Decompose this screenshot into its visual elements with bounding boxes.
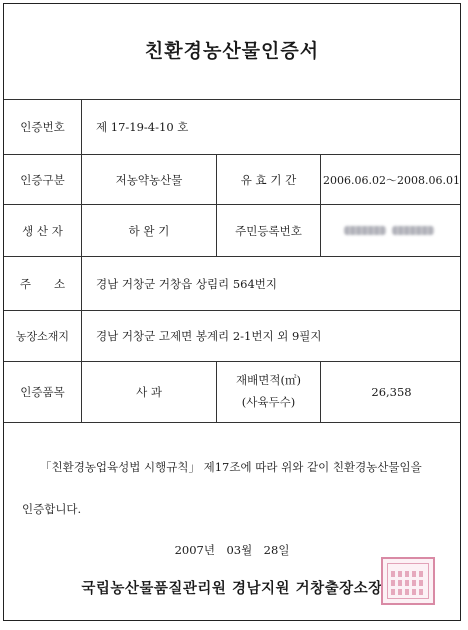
official-seal-icon — [381, 557, 435, 605]
producer-label: 생 산 자 — [22, 223, 63, 238]
issue-date: 2007년 03월 28일 — [174, 543, 290, 557]
table-bottom-border — [4, 422, 460, 423]
livestock-count-label: (사육두수) — [241, 395, 296, 409]
validity-period-value: 2006.06.02～2008.06.01 — [323, 173, 460, 187]
cultivation-area-label: 재배면적(㎡) — [236, 373, 301, 387]
redacted-id-part2 — [392, 226, 434, 235]
cert-type-value: 저농약농산물 — [115, 172, 183, 187]
producer-name: 하 완 기 — [128, 223, 170, 238]
cert-number-value: 제 17-19-4-10 호 — [96, 120, 189, 134]
farm-location-label: 농장소재지 — [15, 330, 70, 343]
certificate-frame — [3, 3, 461, 621]
cert-number-label: 인증번호 — [20, 120, 65, 134]
cert-item-value: 사 과 — [136, 385, 162, 399]
certificate-title: 친환경농산물인증서 — [144, 40, 320, 62]
validity-period-label: 유 효 기 간 — [240, 172, 297, 187]
issuing-authority: 국립농산물품질관리원 경남지원 거창출장소장 — [81, 580, 383, 597]
cert-type-label: 인증구분 — [20, 172, 65, 187]
address-label: 주 소 — [19, 276, 66, 291]
certification-statement-line2: 인증합니다. — [22, 502, 82, 516]
cert-item-label: 인증품목 — [20, 385, 65, 399]
redacted-id-part1 — [344, 226, 386, 235]
farm-location-value: 경남 거창군 고제면 봉계리 2-1번지 외 9필지 — [96, 329, 322, 343]
certification-statement-line1: 「친환경농업육성법 시행규칙」 제17조에 따라 위와 같이 친환경농산물임을 — [40, 460, 422, 474]
cultivation-area-value: 26,358 — [371, 385, 412, 399]
resident-number-label: 주민등록번호 — [235, 223, 302, 238]
address-value: 경남 거창군 거창읍 상림리 564번지 — [96, 276, 277, 291]
